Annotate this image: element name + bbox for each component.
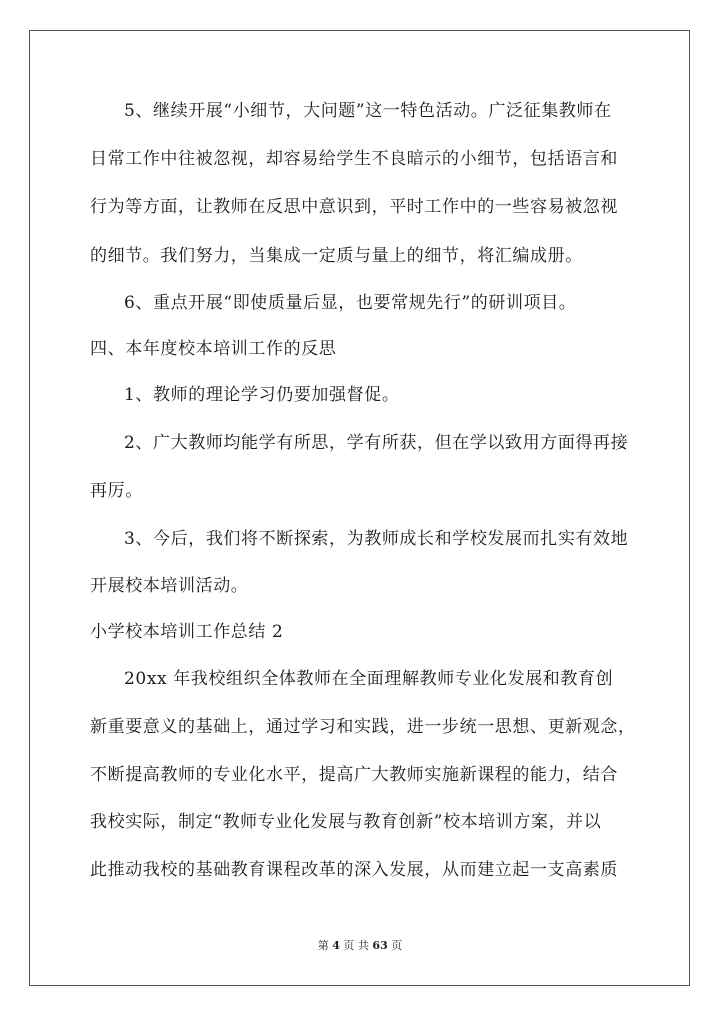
paragraph-line: 的细节。我们努力，当集成一定质与量上的细节，将汇编成册。	[90, 246, 583, 266]
paragraph-line: 日常工作中往被忽视，却容易给学生不良暗示的小细节，包括语言和	[90, 149, 618, 169]
paragraph-line: 20xx 年我校组织全体教师在全面理解教师专业化发展和教育创	[124, 669, 614, 689]
paragraph-line: 此推动我校的基础教育课程改革的深入发展，从而建立起一支高素质	[90, 860, 618, 880]
page-footer	[0, 938, 720, 954]
document-title: 小学校本培训工作总结 2	[90, 622, 284, 642]
paragraph-line: 不断提高教师的专业化水平，提高广大教师实施新课程的能力，结合	[90, 765, 618, 785]
paragraph-line: 1、教师的理论学习仍要加强督促。	[124, 385, 400, 405]
section-heading: 四、本年度校本培训工作的反思	[90, 339, 337, 359]
paragraph-line: 再厉。	[90, 481, 143, 501]
current-page-number: 4	[332, 939, 340, 952]
paragraph-line: 5、继续开展“小细节，大问题”这一特色活动。广泛征集教师在	[124, 101, 612, 121]
paragraph-line: 6、重点开展“即使质量后显，也要常规先行”的研训项目。	[124, 293, 577, 313]
paragraph-line: 开展校本培训活动。	[90, 576, 249, 596]
paragraph-line: 我校实际，制定“教师专业化发展与教育创新”校本培训方案，并以	[90, 812, 602, 832]
total-page-count: 63	[372, 939, 388, 952]
footer-prefix: 第	[317, 939, 329, 952]
footer-mid: 页 共	[343, 939, 369, 952]
paragraph-line: 行为等方面，让教师在反思中意识到，平时工作中的一些容易被忽视	[90, 197, 618, 217]
paragraph-line: 新重要意义的基础上，通过学习和实践，进一步统一思想、更新观念，	[90, 717, 636, 737]
paragraph-line: 2、广大教师均能学有所思，学有所获，但在学以致用方面得再接	[124, 433, 629, 453]
footer-suffix: 页	[391, 939, 403, 952]
paragraph-line: 3、今后，我们将不断探索，为教师成长和学校发展而扎实有效地	[124, 529, 629, 549]
